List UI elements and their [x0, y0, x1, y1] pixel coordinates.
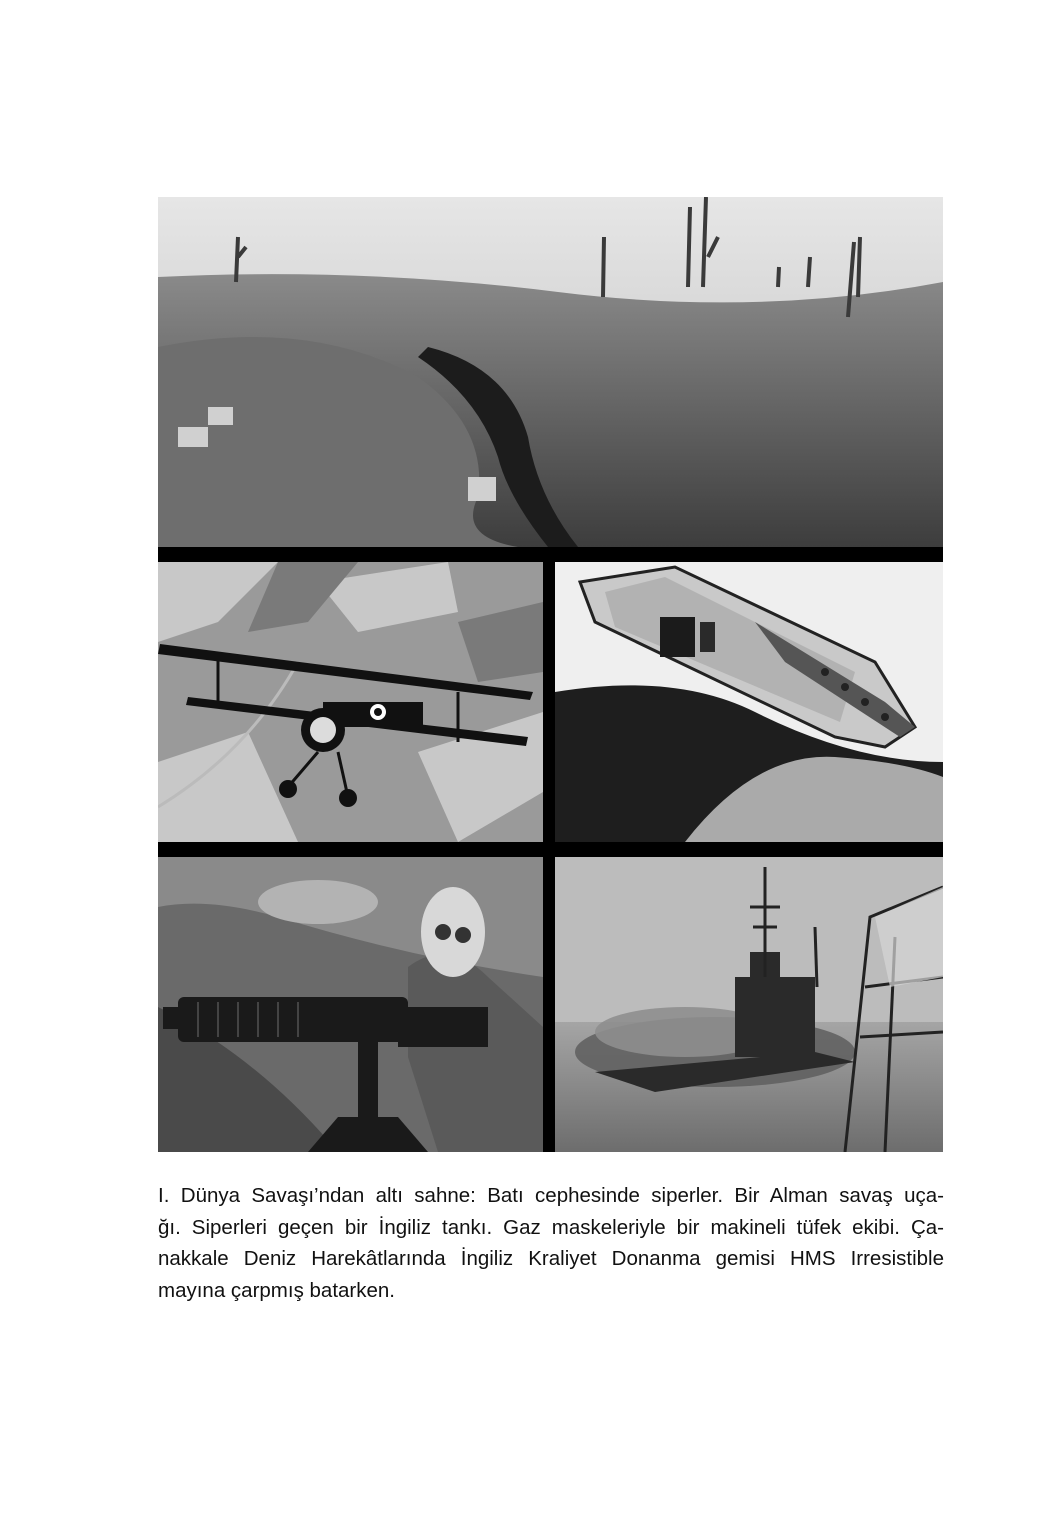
caption-line: mayına çarpmış batarken.: [158, 1278, 395, 1302]
photo-collage: [158, 197, 943, 1152]
caption-line: nakkale Deniz Harekâtlarında İngiliz Kraliyet Donanma gemisi HMS Irresistible: [158, 1247, 944, 1270]
biplane-photo: [158, 562, 543, 842]
sinking-ship-photo: [555, 857, 943, 1152]
trench-photo: [158, 197, 943, 547]
caption-line: I. Dünya Savaşı’ndan altı sahne: Batı cephesinde siperler. Bir Alman savaş uça-: [158, 1184, 944, 1207]
machine-gun-crew-photo: [158, 857, 543, 1152]
figure-caption: [158, 1180, 944, 1306]
caption-line: ğı. Siperleri geçen bir İngiliz tankı. Gaz maskeleriyle bir makineli tüfek ekibi. Ça-: [158, 1215, 944, 1239]
tank-photo: [555, 562, 943, 842]
